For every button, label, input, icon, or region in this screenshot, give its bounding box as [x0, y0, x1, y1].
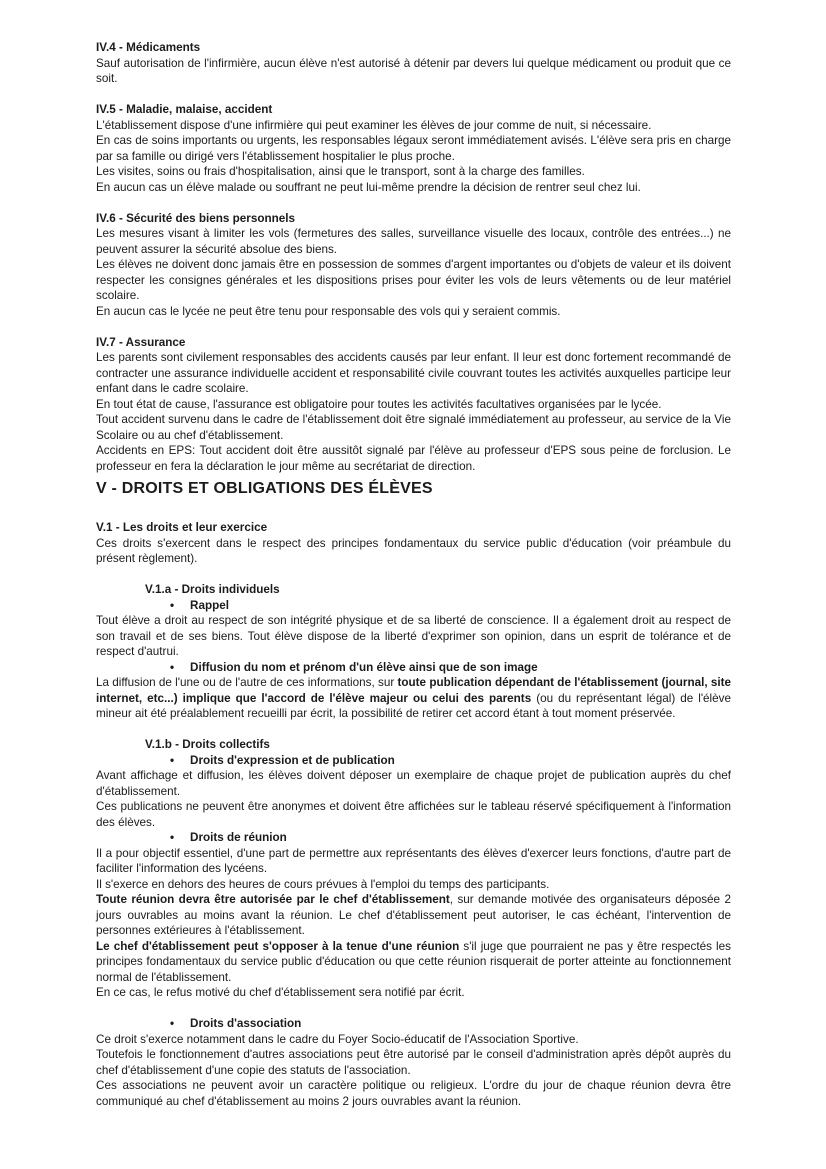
- paragraph: [96, 443, 731, 474]
- body-text: Tout accident survenu dans le cadre de l'établissement doit être signalé immédiatement au professeur, au service de la Vie Scolaire ou au chef d'établissement.: [96, 413, 731, 442]
- spacer: [96, 567, 731, 583]
- paragraph: [96, 877, 731, 893]
- body-text: Ce droit s'exerce notamment dans le cadre du Foyer Socio-éducatif de l'Association Sportive.: [96, 1032, 579, 1046]
- paragraph: [96, 397, 731, 413]
- body-text: Sauf autorisation de l'infirmière, aucun élève n'est autorisé à détenir par devers lui quelque médicament ou produit que ce soit.: [96, 56, 731, 85]
- body-text: Avant affichage et diffusion, les élèves doivent déposer un exemplaire de chaque projet de publication auprès du chef d'établissement.: [96, 769, 731, 798]
- emphasized-text: toute publication dépendant de l'établissement (journal, site internet, etc...) implique que l'accord de l'élève majeur ou celui des parents: [96, 676, 731, 705]
- bullet-marker-icon: •: [170, 753, 175, 767]
- bullet-item: [96, 1016, 731, 1032]
- body-text: Toutefois le fonctionnement d'autres associations peut être autorisé par le conseil d'administration après dépôt auprès du chef d'établissement d'une copie des statuts de l'association.: [96, 1048, 731, 1077]
- body-text: s'il juge que pourraient ne pas y être respectés les principes fondamentaux du service public d'éducation ou que cette réunion risquerait de porter atteinte au fonctionnement normal de l'établissement.: [96, 939, 731, 984]
- paragraph: [96, 180, 731, 196]
- bullet-marker-icon: •: [170, 598, 175, 612]
- bullet-label: Rappel: [190, 598, 229, 612]
- bullet-label: Droits d'expression et de publication: [190, 753, 395, 767]
- body-text: Il s'exerce en dehors des heures de cours prévues à l'emploi du temps des participants.: [96, 877, 550, 891]
- paragraph: [96, 1032, 731, 1048]
- body-text: Les visites, soins ou frais d'hospitalisation, ainsi que le transport, sont à la charge des familles.: [96, 165, 585, 178]
- paragraph: [96, 1047, 731, 1078]
- paragraph: [96, 412, 731, 443]
- spacer: [96, 1001, 731, 1017]
- body-text: Les mesures visant à limiter les vols (fermetures des salles, surveillance visuelle des locaux, contrôle des entrées...) ne peuvent assurer la sécurité absolue des biens.: [96, 227, 731, 256]
- emphasized-text: Toute réunion devra être autorisée par le chef d'établissement: [96, 893, 450, 906]
- paragraph: [96, 1078, 731, 1109]
- bullet-marker-icon: •: [170, 660, 175, 674]
- body-text: Les parents sont civilement responsables des accidents causés par leur enfant. Il leur est donc fortement recommandé de contracter une assurance individuelle accident et responsabilité civile couvrant toutes les activités auxquelles participe leur enfant dans le cadre scolaire.: [96, 351, 731, 395]
- body-text: Ces associations ne peuvent avoir un caractère politique ou religieux. L'ordre du jour de chaque réunion devra être communiqué au chef d'établissement au moins 2 jours ouvrables avant la réunion.: [96, 1079, 731, 1108]
- spacer: [96, 87, 731, 103]
- paragraph: [96, 118, 731, 134]
- section-heading: IV.5 - Maladie, malaise, accident: [96, 103, 273, 116]
- body-text: Ces publications ne peuvent être anonymes et doivent être affichées sur le tableau réservé spécifiquement à l'information des élèves.: [96, 800, 731, 829]
- subsection-heading: V.1.a - Droits individuels: [145, 583, 280, 596]
- paragraph: [96, 892, 731, 939]
- paragraph: [96, 675, 731, 722]
- bullet-item: [96, 660, 731, 676]
- chapter-heading: V - DROITS ET OBLIGATIONS DES ÉLÈVES: [96, 480, 433, 497]
- spacer: [96, 722, 731, 738]
- body-text: Les élèves ne doivent donc jamais être en possession de sommes d'argent importantes ou d'objets de valeur et ils doivent respecter les consignes générales et les dispositions prises pour éviter les vols de leurs vêtements ou de leur matériel scolaire.: [96, 258, 731, 302]
- bullet-label: Diffusion du nom et prénom d'un élève ainsi que de son image: [190, 660, 538, 674]
- paragraph: [96, 768, 731, 799]
- subsection-heading: V.1.b - Droits collectifs: [145, 738, 270, 751]
- body-text: Accidents en EPS: Tout accident doit être aussitôt signalé par l'élève au professeur d'EPS sous peine de forclusion. Le professeur en fera la déclaration le jour même au secrétariat de direction.: [96, 444, 731, 473]
- paragraph: [96, 226, 731, 257]
- paragraph: [96, 133, 731, 164]
- body-text: L'établissement dispose d'une infirmière qui peut examiner les élèves de jour comme de nuit, si nécessaire.: [96, 118, 652, 132]
- bullet-marker-icon: •: [170, 831, 175, 844]
- paragraph: [96, 257, 731, 304]
- paragraph: [96, 536, 731, 567]
- bullet-item: [96, 830, 731, 846]
- body-text: Tout élève a droit au respect de son intégrité physique et de sa liberté de conscience. Il a également droit au respect de son travail et de ses biens. Tout élève dispose de la liberté d'exprimer son opinion, dans un esprit de tolérance et de respect d'autrui.: [96, 614, 731, 658]
- section-heading: IV.6 - Sécurité des biens personnels: [96, 211, 295, 225]
- body-text: En cas de soins importants ou urgents, les responsables légaux seront immédiatement avisés. L'élève sera pris en charge par sa famille ou dirigé vers l'établissement hospitalier le plus proche.: [96, 134, 731, 163]
- paragraph: [96, 799, 731, 830]
- bullet-label: Droits de réunion: [190, 831, 287, 844]
- body-text: En ce cas, le refus motivé du chef d'établissement sera notifié par écrit.: [96, 986, 465, 999]
- bullet-item: [96, 598, 731, 614]
- section-heading: V.1 - Les droits et leur exercice: [96, 521, 268, 534]
- body-text: , sur demande motivée des organisateurs déposée 2 jours ouvrables au moins avant la réunion. Le chef d'établissement peut autoriser, le cas échéant, l'intervention de personnes extérieures à l'établissement.: [96, 893, 731, 937]
- bullet-item: [96, 753, 731, 769]
- paragraph: [96, 939, 731, 986]
- section-heading: IV.7 - Assurance: [96, 335, 186, 349]
- body-text: La diffusion de l'une ou de l'autre de ces informations, sur: [96, 676, 398, 689]
- body-text: Ces droits s'exercent dans le respect des principes fondamentaux du service public d'éducation (voir préambule du présent règlement).: [96, 536, 731, 565]
- paragraph: [96, 613, 731, 660]
- body-text: Il a pour objectif essentiel, d'une part de permettre aux représentants des élèves d'exercer leurs fonctions, d'autre part de faciliter l'information des lycéens.: [96, 846, 731, 875]
- section-heading: IV.4 - Médicaments: [96, 41, 201, 54]
- paragraph: [96, 164, 731, 180]
- paragraph: [96, 56, 731, 87]
- paragraph: [96, 985, 731, 1001]
- paragraph: [96, 350, 731, 397]
- body-text: En aucun cas un élève malade ou souffrant ne peut lui-même prendre la décision de rentrer seul chez lui.: [96, 180, 641, 194]
- bullet-label: Droits d'association: [190, 1017, 302, 1030]
- spacer: [96, 319, 731, 335]
- spacer: [96, 195, 731, 211]
- body-text: (ou du représentant légal) de l'élève mineur ait été préalablement recueilli par écrit, la possibilité de retirer cet accord étant à tout moment préservée.: [96, 691, 731, 720]
- body-text: En aucun cas le lycée ne peut être tenu pour responsable des vols qui y seraient commis.: [96, 304, 561, 318]
- paragraph: [96, 846, 731, 877]
- bullet-marker-icon: •: [170, 1017, 175, 1030]
- paragraph: [96, 304, 731, 320]
- emphasized-text: Le chef d'établissement peut s'opposer à la tenue d'une réunion: [96, 939, 460, 953]
- body-text: En tout état de cause, l'assurance est obligatoire pour toutes les activités facultatives organisées par le lycée.: [96, 397, 662, 411]
